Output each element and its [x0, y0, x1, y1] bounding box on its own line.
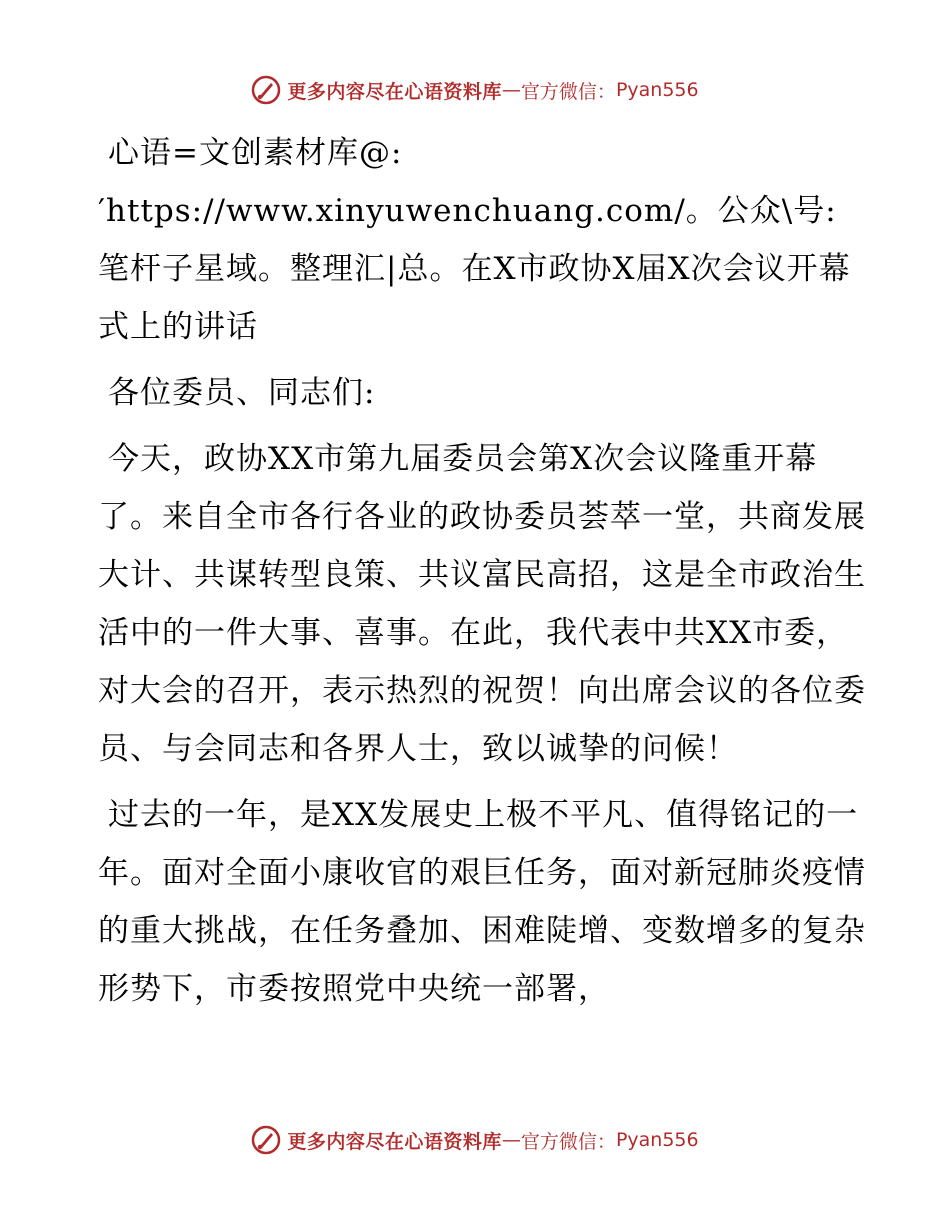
- paragraph-salutation: 各位委员、同志们:: [108, 375, 376, 411]
- banner-wechat-id: Pyan556: [615, 79, 699, 101]
- banner-wechat-id: Pyan556: [615, 1129, 699, 1151]
- banner-text: 更多内容尽在心语资料库: [287, 1130, 502, 1153]
- paragraph-title: 心语=文创素材库@:′https://www.xinyuwenchuang.com/。公众\号: 笔杆子星域。整理汇|总。在X市政协X届X次会议开幕式上的讲话: [98, 135, 851, 345]
- footer-watermark-banner: [0, 1120, 950, 1160]
- banner-text: 更多内容尽在心语资料库: [287, 80, 502, 103]
- brush-logo-icon: [251, 1125, 281, 1155]
- paragraph-opening: 今天，政协XX市第九届委员会第X次会议隆重开幕了。来自全市各行各业的政协委员荟萃一堂，共商发展大计、共谋转型良策、共议富民高招，这是全市政治生活中的一件大事、喜事。在此，我代表中共XX市委，对大会的召开，表示热烈的祝贺！向出席会议的各位委员、与会同志和各界人士，致以诚挚的问候！: [98, 441, 866, 767]
- brush-logo-icon: [251, 75, 281, 105]
- banner-dash: —: [501, 79, 521, 101]
- banner-wechat-label: 官方微信：: [520, 1130, 616, 1153]
- banner-wechat-label: 官方微信：: [520, 80, 616, 103]
- banner-dash: —: [501, 1129, 521, 1151]
- header-watermark-banner: [0, 70, 950, 110]
- paragraph-past-year: 过去的一年，是XX发展史上极不平凡、值得铭记的一年。面对全面小康收官的艰巨任务，面对新冠肺炎疫情的重大挑战，在任务叠加、困难陡增、变数增多的复杂形势下，市委按照党中央统一部署，: [98, 797, 866, 1007]
- document-body: [98, 124, 868, 1026]
